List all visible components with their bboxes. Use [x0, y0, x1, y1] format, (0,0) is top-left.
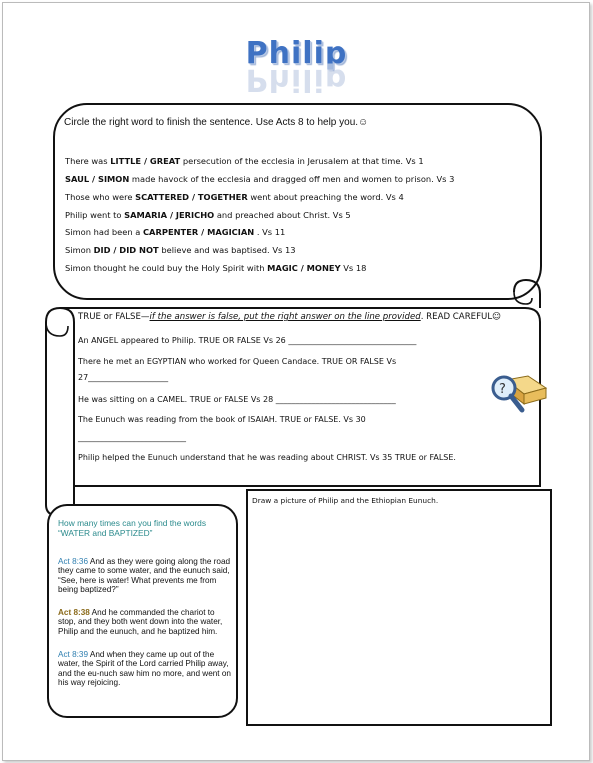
- circle-line-1: There was LITTLE / GREAT persecution of the ecclesia in Jerusalem at that time. Vs 1: [65, 156, 424, 166]
- choice[interactable]: SAUL / SIMON: [65, 174, 130, 184]
- circle-line-4: Philip went to SAMARIA / JERICHO and preached about Christ. Vs 5: [65, 210, 351, 220]
- circle-line-6: Simon DID / DID NOT believe and was baptised. Vs 13: [65, 245, 296, 255]
- verse-8-36: Act 8:36 And as they were going along the road they came to some water, and the eunuch said, “See, here is water! What prevents me from being baptized?”: [58, 557, 231, 595]
- tf-answer-line-4[interactable]: ___________________________: [78, 433, 186, 442]
- tf-answer-line-2[interactable]: 27____________________: [78, 373, 169, 382]
- magnifier-book-icon: [488, 370, 550, 416]
- choice[interactable]: MAGIC / MONEY: [267, 263, 341, 273]
- tf-question-4[interactable]: The Eunuch was reading from the book of ISAIAH. TRUE or FALSE. Vs 30: [78, 415, 366, 424]
- choice[interactable]: CARPENTER / MAGICIAN: [142, 227, 255, 237]
- verse-ref: Act 8:39: [58, 650, 89, 659]
- tf-question-1[interactable]: An ANGEL appeared to Philip. TRUE OR FALSE Vs 26 ________________________________: [78, 336, 417, 345]
- verse-ref: Act 8:38: [58, 608, 90, 617]
- true-false-heading: TRUE or FALSE—if the answer is false, put the right answer on the line provided. READ CAREFUL☺: [78, 312, 502, 322]
- choice[interactable]: DID / DID NOT: [93, 245, 159, 255]
- circle-line-5: Simon had been a CARPENTER / MAGICIAN . Vs 11: [65, 227, 286, 237]
- circle-line-2: SAUL / SIMON made havock of the ecclesia and dragged off men and women to prison. Vs 3: [65, 174, 455, 184]
- tf-question-2[interactable]: There he met an EGYPTIAN who worked for Queen Candace. TRUE OR FALSE Vs: [78, 357, 397, 366]
- word-count-question: How many times can you find the words “WATER and BAPTIZED”: [58, 518, 207, 538]
- verse-8-39: Act 8:39 And when they came up out of the water, the Spirit of the Lord carried Philip away, and the eu-nuch saw him no more, and went on his way rejoicing.: [58, 650, 231, 688]
- verse-ref: Act 8:36: [58, 557, 89, 566]
- circle-line-7: Simon thought he could buy the Holy Spirit with MAGIC / MONEY Vs 18: [65, 263, 367, 273]
- tf-question-3[interactable]: He was sitting on a CAMEL. TRUE or FALSE Vs 28 ______________________________: [78, 395, 396, 404]
- tf-question-5[interactable]: Philip helped the Eunuch understand that he was reading about CHRIST. Vs 35 TRUE or FALSE.: [78, 453, 456, 462]
- verse-8-38: Act 8:38 And he commanded the chariot to stop, and they both went down into the water, Philip and the eunuch, and he baptized him.: [58, 608, 223, 636]
- circle-word-instruction: Circle the right word to finish the sentence. Use Acts 8 to help you.☺: [64, 117, 369, 128]
- choice[interactable]: LITTLE / GREAT: [110, 156, 181, 166]
- choice[interactable]: SAMARIA / JERICHO: [124, 210, 215, 220]
- svg-text:?: ?: [499, 382, 506, 397]
- drawing-instruction: Draw a picture of Philip and the Ethiopian Eunuch.: [252, 496, 439, 505]
- circle-line-3: Those who were SCATTERED / TOGETHER went about preaching the word. Vs 4: [65, 192, 404, 202]
- page-title-reflection: Philip: [245, 62, 348, 97]
- drawing-area[interactable]: [246, 489, 552, 726]
- page-title: Philip: [245, 36, 348, 71]
- choice[interactable]: SCATTERED / TOGETHER: [135, 192, 248, 202]
